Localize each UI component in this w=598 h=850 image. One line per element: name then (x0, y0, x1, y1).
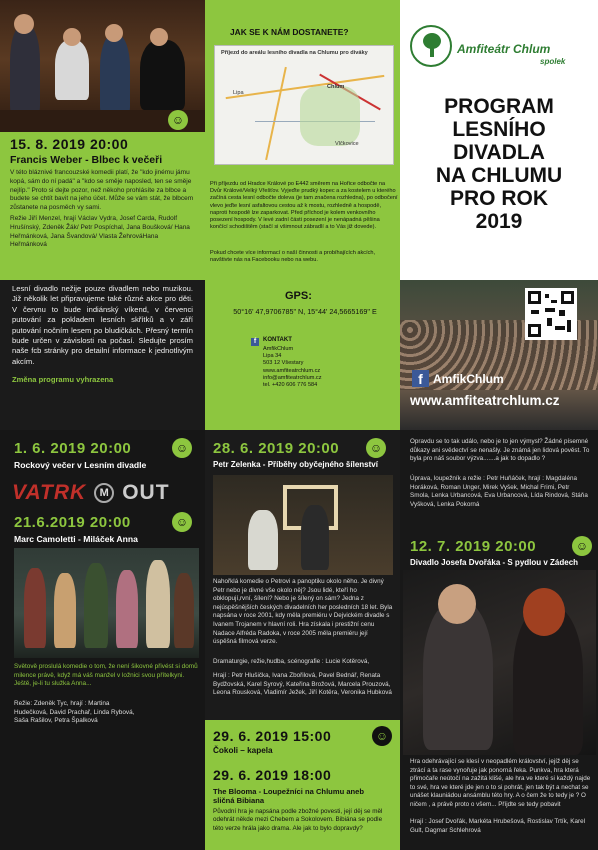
event-date: 1. 6. 2019 20:00 (14, 440, 132, 457)
contact-heading: KONTAKT (263, 337, 292, 343)
event-date: 28. 6. 2019 20:00 (213, 440, 340, 457)
contact-email[interactable]: info@amfiteatrchlum.cz (263, 374, 322, 381)
map-label-lipa: Lipa (233, 90, 244, 96)
route-map (214, 45, 394, 165)
qr-code[interactable] (525, 288, 577, 340)
program-title: PROGRAM LESNÍHO DIVADLA NA CHLUMU PRO ROK 2019 (435, 95, 563, 233)
facebook-icon: f (251, 338, 259, 346)
photo-milacek-anna (14, 548, 199, 658)
theatre-masks-icon: ☺ (372, 726, 392, 746)
facebook-logo-icon: f (412, 370, 429, 387)
event-first-panel (0, 132, 205, 280)
theatre-masks-icon: ☺ (172, 438, 192, 458)
map-heading: JAK SE K NÁM DOSTANETE? (230, 27, 349, 37)
directions-text: Při příjezdu od Hradce Králové po E442 směrem na Hořice odbočte na Dvůr Králové/Velký Vřešťov. Vyjeďte prudký kopec a za kostelem u kterého začíná cesta lesní odbočte doleva (je tam značena rozhledna), po odbočení vlevo jeďte lesní asfaltovou cestou až k mostu, rozhledně a hospodě, naproti hospodě lze zaparkovat. Před příchod je kolem venkovního posezení hospody. V levé zadní části posezení je nenápadná pěšina končící schodištěm (stačí si všimnout zábradlí a to Vás již dovede). (210, 181, 398, 231)
event-title: Marc Camoletti - Miláček Anna (14, 534, 138, 544)
event-title: Čokoli – kapela (213, 746, 273, 755)
event-title: The Blooma - Loupežníci na Chlumu aneb sličná Bibiana (213, 787, 365, 806)
band-logo-m: M (94, 483, 114, 503)
event-date: 12. 7. 2019 20:00 (410, 538, 537, 555)
facebook-name[interactable]: AmfikChlum (433, 372, 504, 386)
event-title: Petr Zelenka - Příběhy obyčejného šílenství (213, 460, 378, 469)
theatre-masks-icon: ☺ (366, 438, 386, 458)
logo-sub: spolek (540, 57, 566, 66)
event-description: V této bláznivé francouzské komedii platí, že "kdo jinému jámu kopá, sám do ní padá" a "kdo se směje naposled, ten se směje nejlíp." Proto si dejte pozor, než někoho prohlásíte za blbce a budete se chtít bavit na jeho účet. Může se vám stát, že blbcem zůstanete na posměch vy sami. (10, 169, 194, 212)
theatre-masks-icon: ☺ (572, 536, 592, 556)
contact-address-1: Lipa 34 (263, 353, 282, 360)
event-date: 29. 6. 2019 18:00 (213, 767, 332, 783)
theatre-masks-icon: ☺ (168, 110, 188, 130)
intro-text: Lesní divadlo nežije pouze divadlem nebo muzikou. Již několik let připravujeme také různé akce pro děti. V červnu to bude indiánský víkend, v červenci putování za pokladem lesních skřítků a v září putování nočním lesem po bludičkách. Přesný termín bude určen v závislosti na počasí. Sledujte prosím naše fcb stránky pro detailní informace k jednotlivým akcím. (12, 284, 193, 366)
map-label-chlum: Chlum (327, 84, 345, 90)
event-description: Původní hra je napsána podle zbožné povesti, její děj se měl odehrát někde mezi Chebem a Sokolovem. Bibiána se podle této verze hrála jako drama. Ale jak to bylo dopravdy? (213, 808, 383, 832)
contact-web[interactable]: www.amfiteatrchlum.cz (263, 367, 321, 374)
logo-name: Amfiteátr Chlum (457, 42, 551, 56)
theatre-masks-icon: ☺ (172, 512, 192, 532)
gps-value: 50°16' 47,9706785" N, 15°44' 24,5665169" E (233, 307, 377, 316)
event-date: 29. 6. 2019 15:00 (213, 728, 332, 744)
contact-address-2: 503 12 Všestary (263, 360, 304, 367)
program-header-panel (400, 0, 598, 280)
contact-lines (263, 346, 322, 389)
gps-label: GPS: (285, 290, 312, 302)
event-dramaturgy: Dramaturgie, režie,hudba, scénografie : Lucie Kotěrová, (213, 658, 370, 665)
contact-phone: tel. +420 606 776 584 (263, 382, 318, 389)
event-cast: Režie Jiří Menzel, hrají Václav Vydra, Josef Carda, Rudolf Hrušínský, Zdeněk Žák/ Petr Pospíchal, Jana Boušková/ Hana Heřmánková, Jana Švandová/ Vlasta ŽehrováHana Heřmánková (10, 214, 190, 249)
event-date: 15. 8. 2019 20:00 (10, 136, 129, 152)
event-cast: Hrají : Petr Hlušička, Ivana Zbořilová, Pavel Bednář, Renata Bydžovská, Karel Syrový, Kateřina Brožová, Marcela Prouzová, Leona Rousková, Vladimír Ježek, Jiří Kotěra, Veronika Hubková (213, 672, 392, 697)
event-description: Hra odehrávající se klesí v neopadlém království, jejíž děj se ztrácí a ta rase vynořuje jak ponorná řeka. Punkva, hra která přimočaře neútočí na zažitá klišé, ale hra ve které si každý najde to své, hra ve které jde jen o to si pohrát, jen tak být a nechat se unášet klauniádou ansámblu této hry. A o čem že to tedy je ? O ničem , a právě proto o všem... Příjdte se tedy pobavit (410, 758, 591, 808)
band-logo-vatrk: VATRK (12, 481, 87, 504)
photo-pribehy (213, 475, 393, 575)
event-cast: Hrají : Josef Dvořák, Markéta Hrubešová, Rostislav Trtík, Karel Gult, Dagmar Schlehrová (410, 818, 585, 834)
map-label-vlckovice: Vlčkovice (335, 141, 359, 147)
event-pre-description: Opravdu se to tak událo, nebo je to jen výmysl? Žádné písemné důkazy ani svědectví se nenašly. Je známá jen lidová pověst. To byla pro náš soubor výzva.......a jak to dopadlo ? (410, 438, 590, 463)
logo (410, 25, 452, 67)
event-description: Nahořklá komedie o Petrovi a panoptiku okolo něho. Je divný Petr nebo je divné vše okolo něj? Jsou lidé, kteří ho obklopují,rvní, šílení? Nebo je šílený on sám? Jedna z nejúspěšnějších českých divadelních her posledních 18 let. Byla napsána v roce 2001, kdy měla premiéru v Dejvickém divadle s Ivanem Trojanem v hlavní roli. Hra získala i prestižní cenu Nadace Alfréda Radoka, v roce 2005 měla premiéru její úspěšná filmová verze. (213, 578, 393, 646)
map-caption: Příjezd do areálu lesního divadla na Chlumu pro diváky (221, 50, 368, 56)
intro-panel (0, 280, 205, 430)
photo-s-pydlou (403, 570, 596, 755)
event-title: Rockový večer v Lesním divadle (14, 460, 147, 470)
contact-fb: AmfikChlum (263, 346, 294, 352)
band-logos (12, 480, 197, 506)
event-date: 21.6.2019 20:00 (14, 514, 131, 531)
program-change-note: Změna programu vyhrazena (12, 375, 114, 385)
contact-panel (205, 280, 400, 430)
website-link[interactable]: www.amfiteatrchlum.cz (410, 393, 560, 408)
event-description: Světově proslulá komedie o tom, že není šikovné přivést si domů milence právě, když má váš manžel v ložnici svou přítelkyni. Ještě, je-li tu služka Anna... (14, 663, 198, 688)
directions-note: Pokud chcete více informací o naší činnosti a probíhajících akcích, navštivte nás na Facebooku nebo na webu. (210, 250, 376, 264)
event-title: Francis Weber - Blbec k večeři (10, 154, 163, 166)
event-title: Divadlo Josefa Dvořáka - S pydlou v Zádech (410, 558, 579, 567)
band-logo-out: OUT (122, 481, 170, 504)
event-cast: Režie: Zdeněk Tyc, hrají : Martina Hudečková, David Prachař, Linda Rybová, Saša Rašilov, Petra Špalková (14, 700, 135, 725)
event-pre-cast: Úprava, loupežník a režie : Petr Huňáček, hrají : Magdaléna Horáková, Roman Unger, Mirek Vyšek, Michal Frimi, Petr Smola, Lenka Urbancová, Eva Urbancová, Lída Rindová, Stáňa Vyšková, Lenka Pokorná (410, 475, 588, 508)
